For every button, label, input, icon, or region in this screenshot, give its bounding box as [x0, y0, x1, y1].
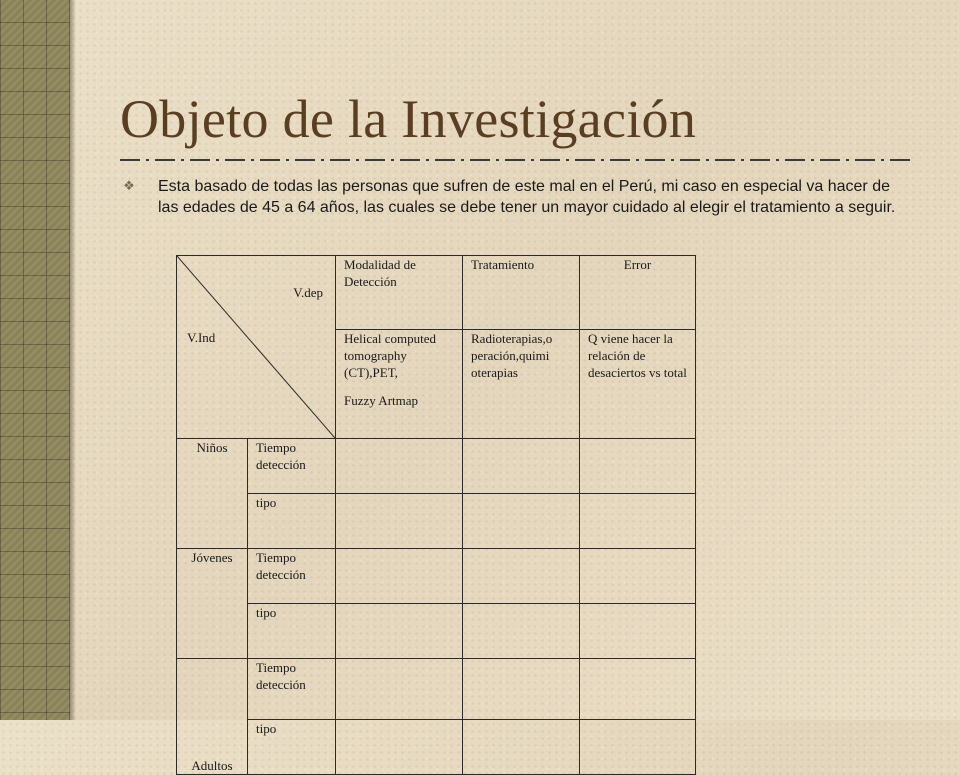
dependent-variable-label: V.dep: [293, 285, 323, 300]
subrow-label: Tiempo detección: [248, 439, 336, 494]
header-tratamiento: Tratamiento: [463, 256, 580, 330]
empty-cell: [580, 549, 696, 604]
empty-cell: [336, 659, 463, 720]
subrow-label: tipo: [248, 720, 336, 775]
empty-cell: [463, 439, 580, 494]
empty-cell: [463, 604, 580, 659]
subrow-label: tipo: [248, 604, 336, 659]
table-corner-cell: [177, 256, 336, 439]
group-label-adultos: Adultos: [177, 659, 248, 775]
bullet-text: Esta basado de todas las personas que sufren de este mal en el Perú, mi caso en especial va hacer de las edades de 45 a 64 años, las cuales se debe tener un mayor cuidado al elegir el tratamiento a seguir.: [158, 178, 896, 216]
independent-variable-label: V.Ind: [187, 330, 216, 345]
modalidad-methods: Helical computed tomography (CT),PET,: [344, 331, 437, 380]
empty-cell: [463, 494, 580, 549]
empty-cell: [336, 549, 463, 604]
empty-cell: [580, 439, 696, 494]
subrow-label: tipo: [248, 494, 336, 549]
cell-error-detail: Q viene hacer la relación de desaciertos vs total: [580, 330, 696, 439]
subrow-label: Tiempo detección: [248, 549, 336, 604]
bullet-icon: ❖: [123, 178, 135, 193]
empty-cell: [463, 720, 580, 775]
research-table: [176, 255, 696, 775]
group-label-ninos: Niños: [177, 439, 248, 549]
empty-cell: [580, 720, 696, 775]
group-label-jovenes: Jóvenes: [177, 549, 248, 659]
empty-cell: [463, 659, 580, 720]
slide-title: Objeto de la Investigación: [120, 89, 697, 149]
header-modalidad: Modalidad de Detección: [336, 256, 463, 330]
empty-cell: [580, 494, 696, 549]
title-divider: [120, 159, 910, 161]
side-strip-shadow: [70, 0, 76, 720]
header-error: Error: [580, 256, 696, 330]
empty-cell: [336, 439, 463, 494]
empty-cell: [463, 549, 580, 604]
cell-tratamiento-detail: Radioterapias,o peración,quimi oterapias: [463, 330, 580, 439]
modalidad-fuzzy: Fuzzy Artmap: [344, 393, 419, 408]
empty-cell: [336, 604, 463, 659]
decorative-side-strip: [0, 0, 70, 720]
empty-cell: [580, 604, 696, 659]
empty-cell: [336, 720, 463, 775]
cell-modalidad-detail: [336, 330, 463, 439]
subrow-label: Tiempo detección: [248, 659, 336, 720]
empty-cell: [580, 659, 696, 720]
empty-cell: [336, 494, 463, 549]
